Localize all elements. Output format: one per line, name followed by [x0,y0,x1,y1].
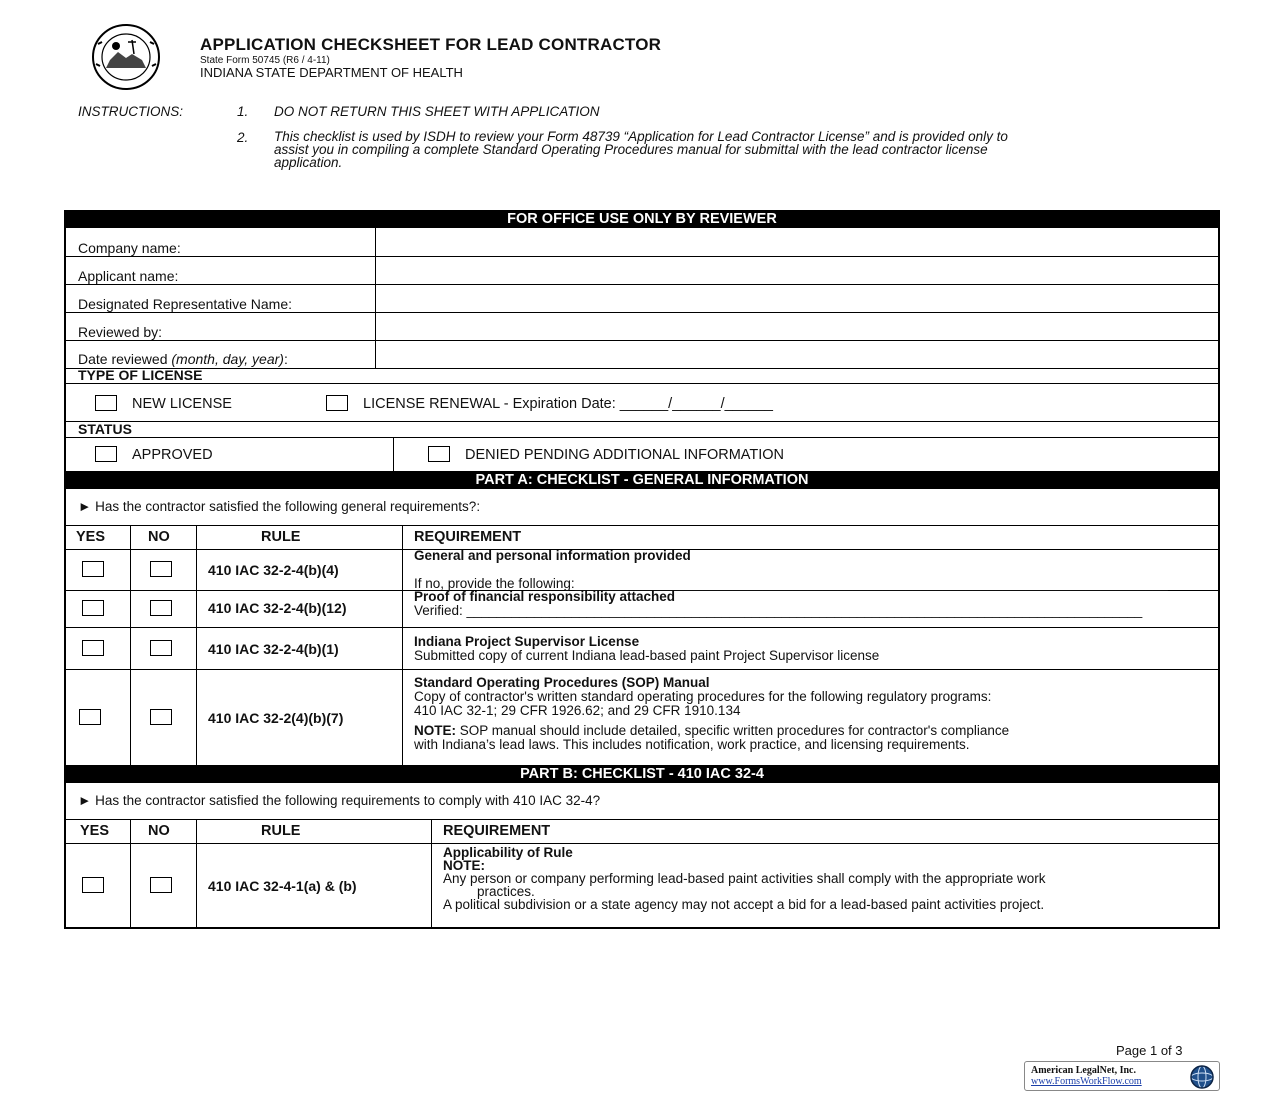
form-title: APPLICATION CHECKSHEET FOR LEAD CONTRACTOR [200,35,662,54]
date-reviewed-field[interactable] [377,342,1217,367]
yes-checkbox[interactable] [79,709,101,725]
office-use-header: FOR OFFICE USE ONLY BY REVIEWER [64,210,1220,228]
applicant-name-field[interactable] [377,258,1217,283]
part-b-question: ► Has the contractor satisfied the following requirements to comply with 410 IAC 32-4? [78,793,601,808]
requirement-title: General and personal information provided [414,548,691,563]
yes-checkbox[interactable] [82,600,104,616]
requirement-detail: If no, provide the following:_______________________________________________________________________________ [414,576,1168,591]
requirement-detail: Verified: __________________________________________________________________________________________ [414,603,1143,618]
approved-label: APPROVED [132,447,213,463]
rule-citation: 410 IAC 32-2(4)(b)(7) [208,710,344,726]
page-number: Page 1 of 3 [1116,1043,1183,1058]
part-b-header: PART B: CHECKLIST - 410 IAC 32-4 [64,765,1220,783]
yes-checkbox[interactable] [82,561,104,577]
new-license-label: NEW LICENSE [132,396,232,412]
company-name-label: Company name: [78,240,181,256]
denied-label: DENIED PENDING ADDITIONAL INFORMATION [465,447,785,463]
part-a-question: ► Has the contractor satisfied the following general requirements?: [78,499,481,514]
applicant-name-label: Applicant name: [78,268,179,284]
column-header-rule: RULE [261,823,301,839]
requirement-title: Proof of financial responsibility attached [414,589,676,604]
no-checkbox[interactable] [150,709,172,725]
requirement-title: Indiana Project Supervisor License [414,634,640,649]
column-header-yes: YES [76,529,106,545]
date-reviewed-label: Date reviewed (month, day, year): [78,351,288,367]
column-header-no: NO [148,823,170,839]
new-license-checkbox[interactable] [95,395,117,411]
reviewed-by-field[interactable] [377,314,1217,339]
instruction-number: 2. [237,130,249,145]
requirement-block: Standard Operating Procedures (SOP) Manual Copy of contractor's written standard operating procedures for the following regulatory programs: 410 IAC 32-1; 29 CFR 1926.62; and 29 CFR 1910.134 NOTE: SOP manual should include detailed, specific written procedures for contractor's compliance with Indiana’s lead laws. This includes notification, work practice, and licensing requirements. [414,675,1010,752]
requirement-block: Applicability of Rule NOTE: Any person or company performing lead-based paint activities shall comply with the appropriate work practices. A political subdivision or a state agency may not accept a bid for a lead-based paint activities project. [443,845,1046,912]
american-legalnet-logo[interactable] [1024,1061,1220,1091]
company-name-field[interactable] [377,230,1217,255]
rule-citation: 410 IAC 32-2-4(b)(4) [208,562,339,578]
no-checkbox[interactable] [150,600,172,616]
column-header-no: NO [148,529,170,545]
no-checkbox[interactable] [150,877,172,893]
logo-url-link[interactable]: www.FormsWorkFlow.com [1031,1076,1142,1087]
license-renewal-checkbox[interactable] [326,395,348,411]
rule-citation: 410 IAC 32-4-1(a) & (b) [208,878,357,894]
rule-citation: 410 IAC 32-2-4(b)(12) [208,600,347,616]
form-number: State Form 50745 (R6 / 4-11) [200,55,330,66]
department-name: INDIANA STATE DEPARTMENT OF HEALTH [200,65,463,80]
column-header-requirement: REQUIREMENT [443,823,551,839]
license-type-title: TYPE OF LICENSE [78,367,203,383]
instruction-text: DO NOT RETURN THIS SHEET WITH APPLICATION [274,104,600,119]
no-checkbox[interactable] [150,561,172,577]
part-a-header: PART A: CHECKLIST - GENERAL INFORMATION [64,471,1220,489]
designated-rep-field[interactable] [377,286,1217,311]
designated-rep-label: Designated Representative Name: [78,296,293,312]
yes-checkbox[interactable] [82,877,104,893]
column-header-requirement: REQUIREMENT [414,529,522,545]
status-title: STATUS [78,421,132,437]
license-renewal-label: LICENSE RENEWAL - Expiration Date: ______/______/______ [363,396,774,412]
yes-checkbox[interactable] [82,640,104,656]
denied-checkbox[interactable] [428,446,450,462]
instruction-number: 1. [237,104,249,119]
logo-company-name: American LegalNet, Inc. [1031,1065,1136,1076]
reviewed-by-label: Reviewed by: [78,324,163,340]
instruction-text: This checklist is used by ISDH to review your Form 48739 “Application for Lead Contractor License” and is provided only to assist you in compiling a complete Standard Operating Procedures manual for submittal with the lead contractor license application. [274,129,1008,170]
globe-icon [1182,1064,1216,1090]
no-checkbox[interactable] [150,640,172,656]
column-header-rule: RULE [261,529,301,545]
requirement-detail: Submitted copy of current Indiana lead-based paint Project Supervisor license [414,648,880,663]
rule-citation: 410 IAC 32-2-4(b)(1) [208,641,339,657]
column-header-yes: YES [80,823,110,839]
approved-checkbox[interactable] [95,446,117,462]
state-seal-logo [76,24,176,90]
instructions-label: INSTRUCTIONS: [78,104,184,119]
